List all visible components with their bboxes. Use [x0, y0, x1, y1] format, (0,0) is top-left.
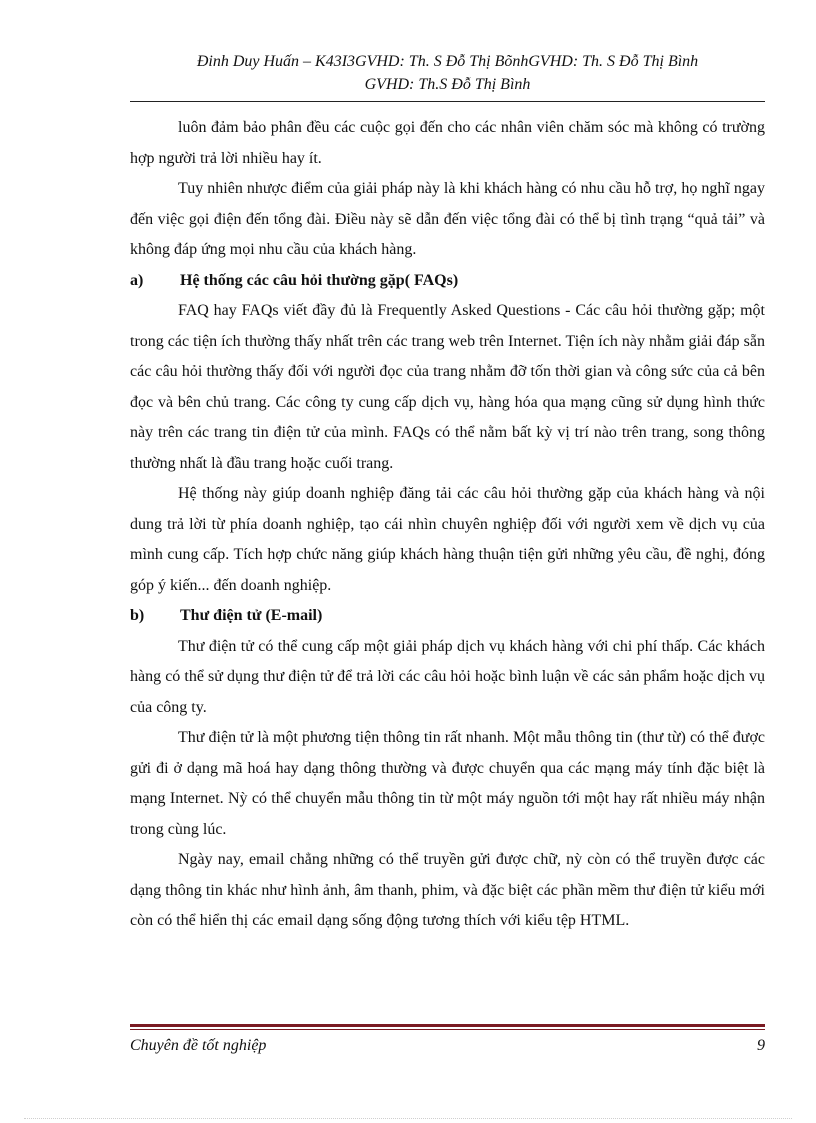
- page-footer: [130, 1035, 765, 1057]
- section-title: Thư điện tử (E-mail): [180, 607, 323, 624]
- paragraph: Thư điện tử có thể cung cấp một giải pháp dịch vụ khách hàng với chi phí thấp. Các khách hàng có thể sử dụng thư điện tử để trả lời các câu hỏi hoặc bình luận về các sản phẩm hoặc dịch vụ của công ty.: [130, 637, 765, 716]
- header-line-2: GVHD: Th.S Đỗ Thị Bình: [364, 76, 531, 93]
- paragraph: FAQ hay FAQs viết đầy đủ là Frequently Asked Questions - Các câu hỏi thường gặp; một trong các tiện ích thường thấy nhất trên các trang web trên Internet. Tiện ích này nhằm giải đáp sẵn các câu hỏi thường thấy đối với người đọc của trang nhằm đỡ tốn thời gian và công sức của cả bên đọc và bên chủ trang. Các công ty cung cấp dịch vụ, hàng hóa qua mạng cũng sử dụng hình thức này trên các trang tin điện tử của mình. FAQs có thể nằm bất kỳ vị trí nào trên trang, song thông thường nhất là đầu trang hoặc cuối trang.: [130, 302, 765, 472]
- section-marker: b): [130, 607, 145, 624]
- header-divider: [130, 101, 765, 102]
- section-heading-b: [130, 601, 765, 632]
- section-marker: a): [130, 271, 144, 289]
- footer-divider-thick: [130, 1024, 765, 1027]
- footer-title: Chuyên đề tốt nghiệp: [130, 1037, 267, 1054]
- page-body: [130, 113, 765, 937]
- page-edge: [24, 1118, 792, 1119]
- footer-divider: [130, 1024, 765, 1030]
- section-heading-a: [130, 266, 765, 297]
- section-title: Hệ thống các câu hỏi thường gặp( FAQs): [180, 271, 459, 289]
- header-line-1: Đinh Duy Huấn – K43I3GVHD: Th. S Đỗ Thị BõnhGVHD: Th. S Đỗ Thị Bình: [196, 53, 699, 70]
- footer-divider-thin: [130, 1029, 765, 1030]
- paragraph: Thư điện tử là một phương tiện thông tin rất nhanh. Một mẫu thông tin (thư từ) có thể được gửi đi ở dạng mã hoá hay dạng thông thường và được chuyển qua các mạng máy tính đặc biệt là mạng Internet. Nỳ có thể chuyển mẫu thông tin từ một máy nguồn tới một hay rất nhiều máy nhận trong cùng lúc.: [130, 729, 765, 838]
- paragraph: Ngày nay, email chẳng những có thể truyền gửi được chữ, nỳ còn có thể truyền được các dạng thông tin khác như hình ảnh, âm thanh, phim, và đặc biệt các phần mềm thư điện tử kiểu mới còn có thể hiển thị các email dạng sống động tương thích với kiểu tệp HTML.: [130, 851, 765, 929]
- paragraph: luôn đảm bảo phân đều các cuộc gọi đến cho các nhân viên chăm sóc mà không có trường hợp người trả lời nhiều hay ít.: [130, 119, 765, 167]
- paragraph: Tuy nhiên nhược điểm của giải pháp này là khi khách hàng có nhu cầu hỗ trợ, họ nghĩ ngay đến việc gọi điện đến tổng đài. Điều này sẽ dẫn đến việc tổng đài có thể bị tình trạng “quả tải” và không đáp ứng mọi nhu cầu của khách hàng.: [130, 180, 765, 258]
- paragraph: Hệ thống này giúp doanh nghiệp đăng tải các câu hỏi thường gặp của khách hàng và nội dung trả lời từ phía doanh nghiệp, tạo cái nhìn chuyên nghiệp đối với người xem về dịch vụ của mình cung cấp. Tích hợp chức năng giúp khách hàng thuận tiện gửi những yêu cầu, đề nghị, đóng góp ý kiến... đến doanh nghiệp.: [130, 485, 765, 594]
- page-header: [130, 50, 765, 96]
- page-number: 9: [757, 1037, 765, 1054]
